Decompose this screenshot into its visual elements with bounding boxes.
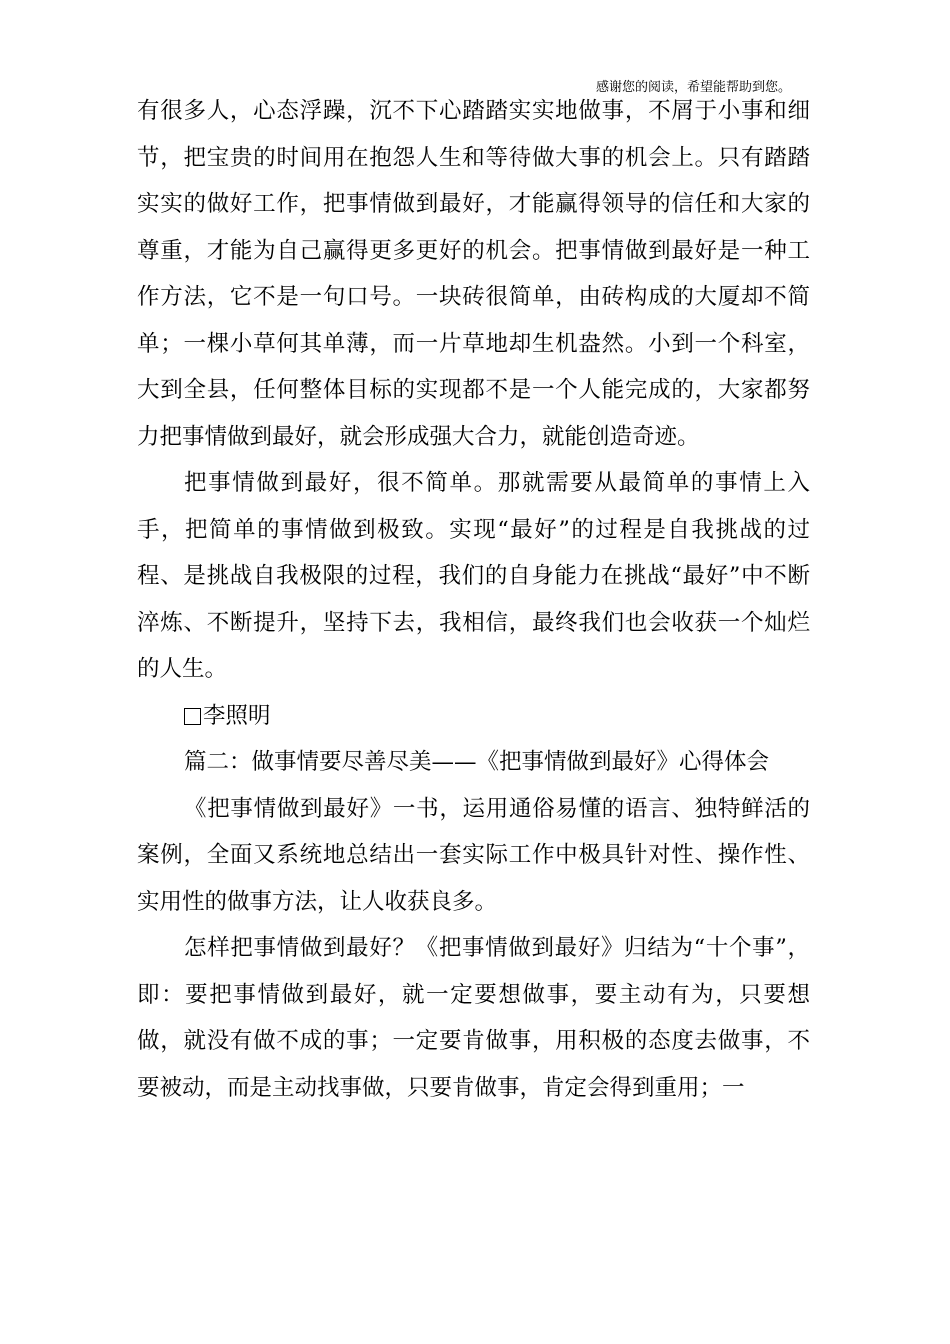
paragraph-2: 把事情做到最好，很不简单。那就需要从最简单的事情上入手，把简单的事情做到极致。实现“最好”的过程是自我挑战的过程、是挑战自我极限的过程，我们的自身能力在挑战“最好”中不断淬炼、不断提升，坚持下去，我相信，最终我们也会收获一个灿烂的人生。 <box>137 470 810 682</box>
paragraph-4: 怎样把事情做到最好？《把事情做到最好》归结为“十个事”，即：要把事情做到最好，就一定要想做事，要主动有为，只要想做，就没有做不成的事；一定要肯做事，用积极的态度去做事，不要被动，而是主动找事做，只要肯做事，肯定会得到重用；一 <box>137 935 810 1101</box>
section-title: 篇二：做事情要尽善尽美——《把事情做到最好》心得体会 <box>184 749 770 775</box>
paragraph-1: 有很多人，心态浮躁，沉不下心踏踏实实地做事，不屑于小事和细节，把宝贵的时间用在抱怨人生和等待做大事的机会上。只有踏踏实实的做好工作，把事情做到最好，才能赢得领导的信任和大家的尊重，才能为自己赢得更多更好的机会。把事情做到最好是一种工作方法，它不是一句口号。一块砖很简单，由砖构成的大厦却不简单；一棵小草何其单薄，而一片草地却生机盎然。小到一个科室，大到全县，任何整体目标的实现都不是一个人能完成的，大家都努力把事情做到最好，就会形成强大合力，就能创造奇迹。 <box>137 98 810 450</box>
author-line <box>137 693 810 740</box>
paragraph-3: 《把事情做到最好》一书，运用通俗易懂的语言、独特鲜活的案例，全面又系统地总结出一套实际工作中极具针对性、操作性、实用性的做事方法，让人收获良多。 <box>137 795 810 915</box>
header-note: 感谢您的阅读，希望能帮助到您。 <box>596 80 792 95</box>
checkbox-square-icon <box>184 708 201 725</box>
document-body <box>137 88 810 1111</box>
author-name: 李照明 <box>203 702 271 729</box>
